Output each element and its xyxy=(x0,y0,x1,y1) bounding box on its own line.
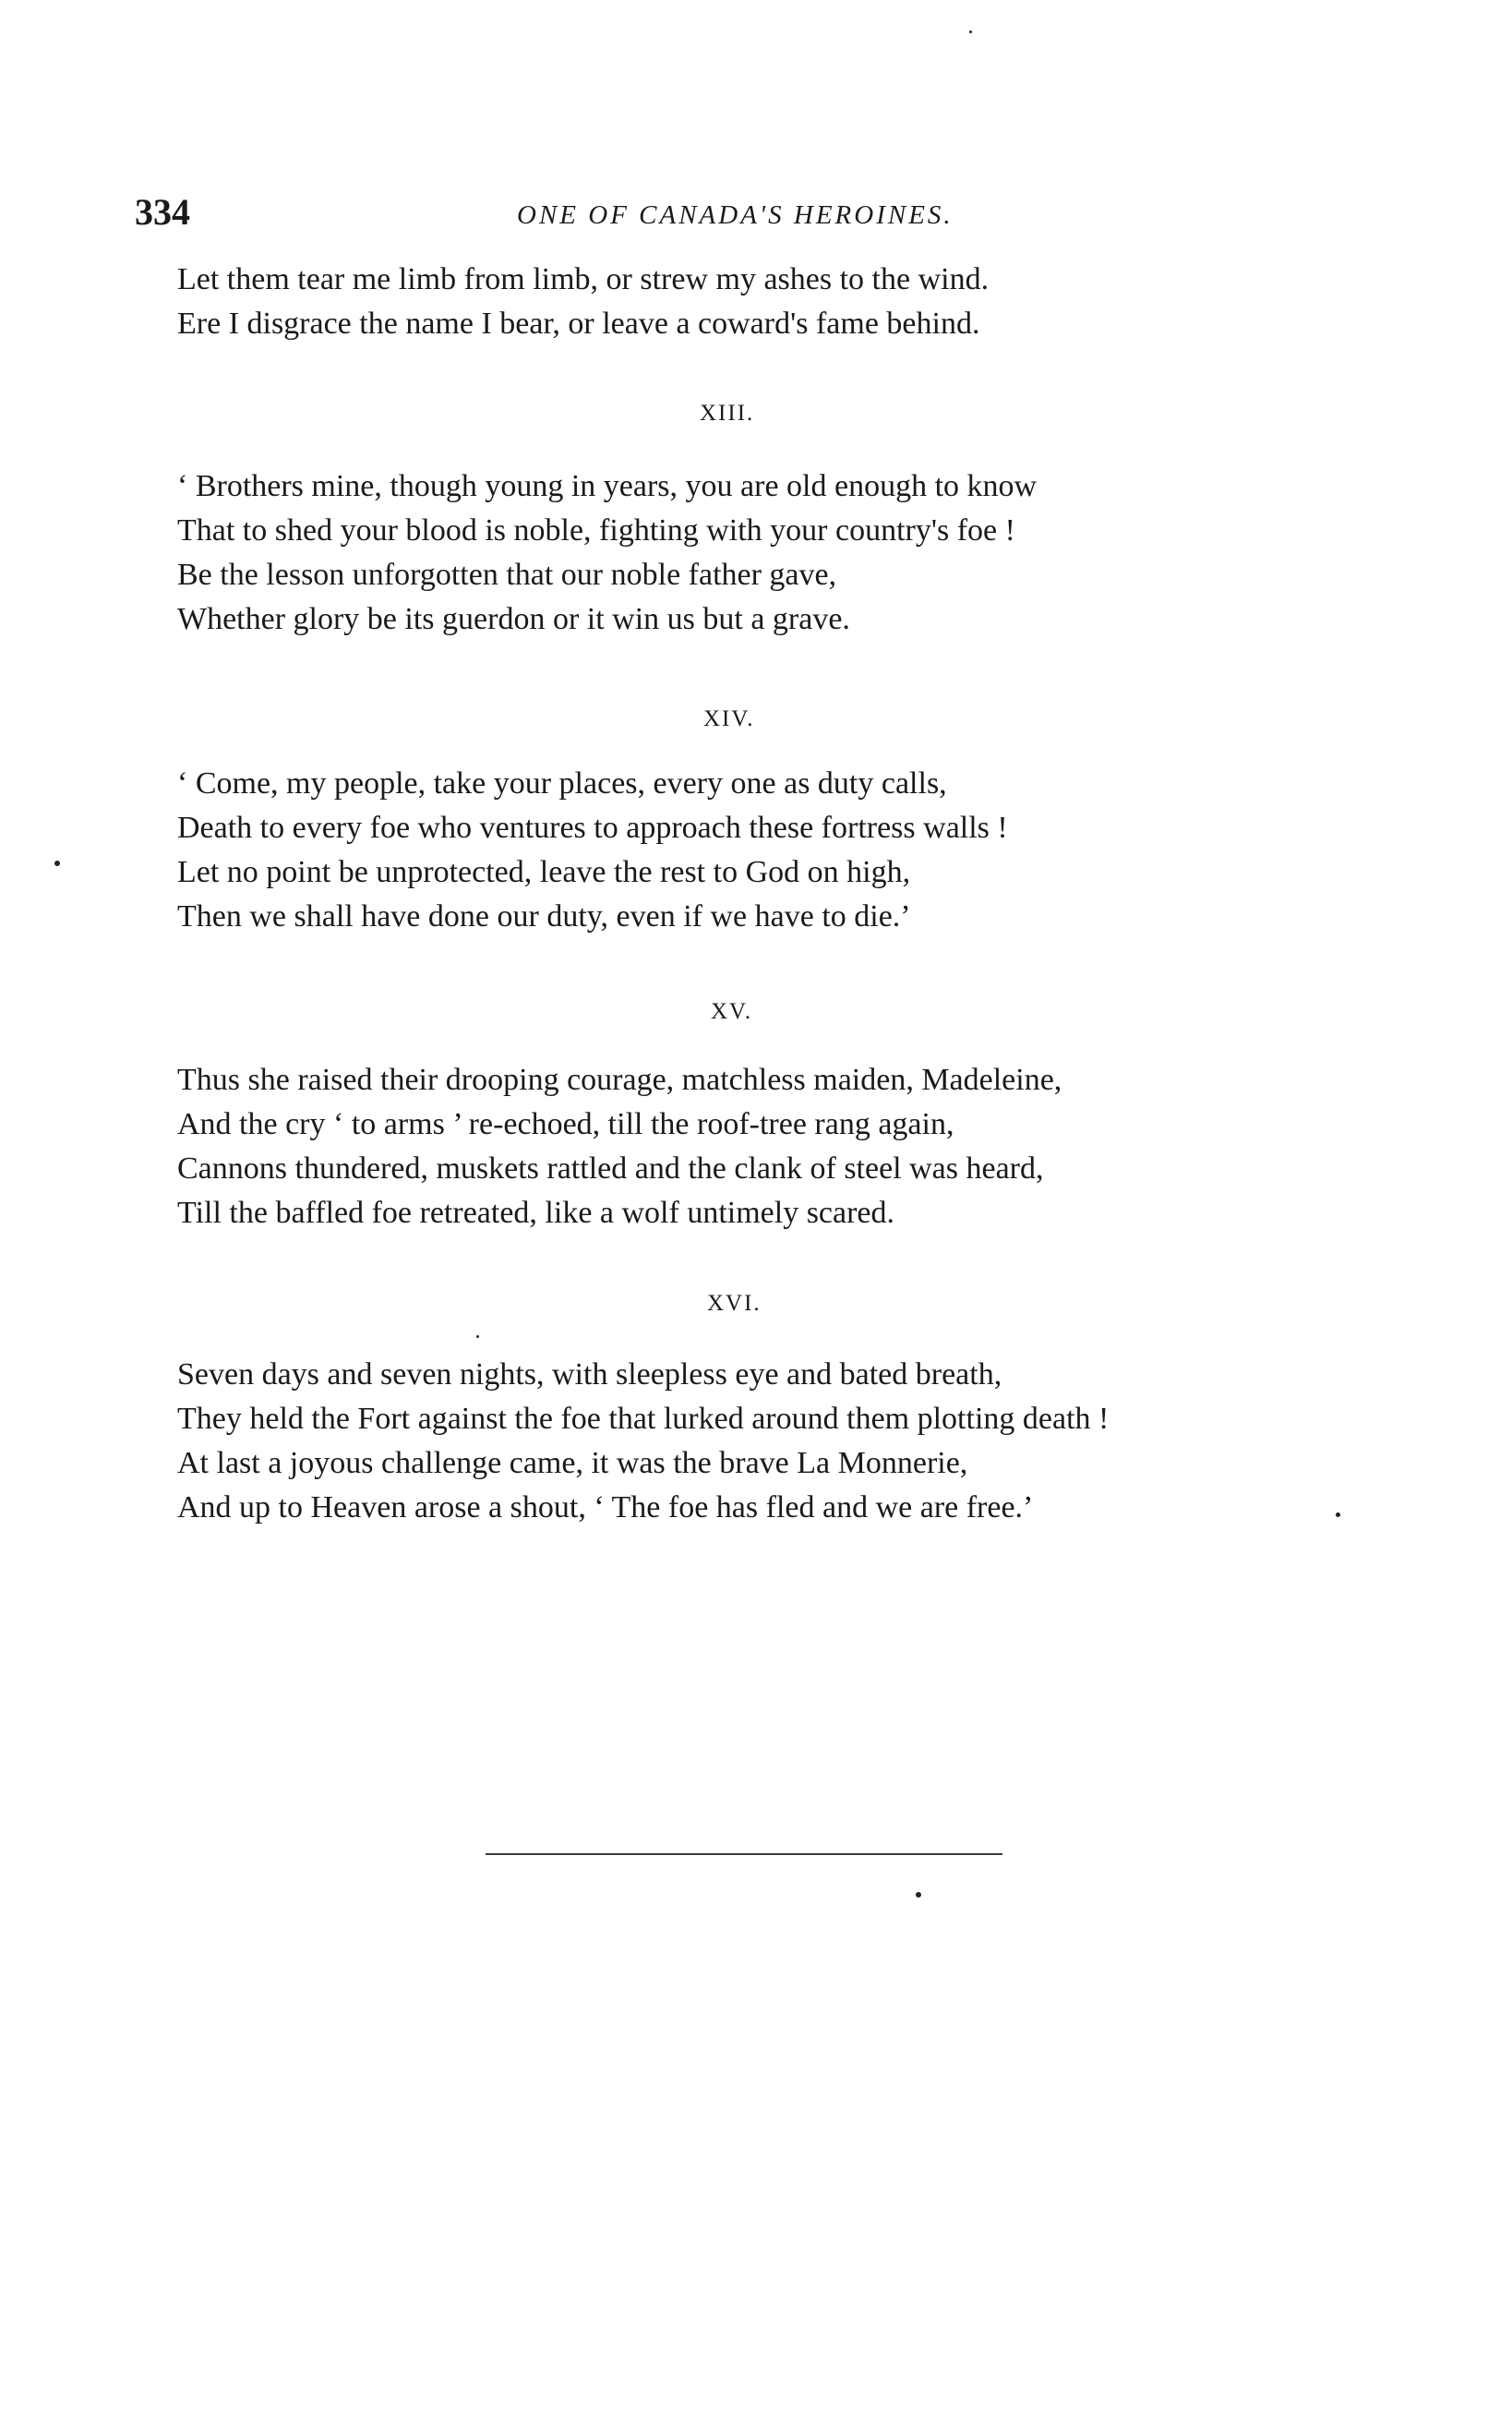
page-number: 334 xyxy=(135,191,190,233)
poem-line: And up to Heaven arose a shout, ‘ The foe has fled and we are free.’ xyxy=(177,1490,1034,1524)
stanza-number: XIII. xyxy=(700,401,755,426)
opening-lines xyxy=(177,258,1377,346)
running-head: ONE OF CANADA'S HEROINES. xyxy=(517,200,954,230)
poem-line: Be the lesson unforgotten that our noble father gave, xyxy=(177,558,837,592)
poem-line: Ere I disgrace the name I bear, or leave a coward's fame behind. xyxy=(177,307,980,341)
print-speck xyxy=(1336,1512,1340,1517)
print-speck xyxy=(969,30,972,33)
poem-line: And the cry ‘ to arms ’ re-echoed, till the roof-tree rang again, xyxy=(177,1107,954,1141)
poem-line: Then we shall have done our duty, even if we have to die.’ xyxy=(177,899,911,934)
stanza-xvi xyxy=(177,1353,1377,1530)
poem-line: Let no point be unprotected, leave the rest to God on high, xyxy=(177,855,911,889)
stanza-number: XVI. xyxy=(707,1291,762,1316)
poem-line: Till the baffled foe retreated, like a wolf untimely scared. xyxy=(177,1196,895,1230)
stanza-number: XV. xyxy=(711,999,753,1024)
print-speck xyxy=(54,861,60,866)
print-speck xyxy=(916,1892,921,1898)
poem-line: Death to every foe who ventures to approach these fortress walls ! xyxy=(177,811,1008,845)
stanza-number: XIV. xyxy=(703,706,755,731)
stanza-xv xyxy=(177,1058,1377,1235)
poem-line: That to shed your blood is noble, fighting with your country's foe ! xyxy=(177,513,1015,548)
closing-rule xyxy=(486,1853,1002,1855)
poem-line: Whether glory be its guerdon or it win us but a grave. xyxy=(177,602,850,636)
stanza-xiv xyxy=(177,762,1377,939)
poem-line: They held the Fort against the foe that lurked around them plotting death ! xyxy=(177,1402,1110,1436)
poem-line: Let them tear me limb from limb, or strew my ashes to the wind. xyxy=(177,262,990,296)
poem-line: At last a joyous challenge came, it was the brave La Monnerie, xyxy=(177,1446,968,1480)
poem-line: Seven days and seven nights, with sleepless eye and bated breath, xyxy=(177,1357,1002,1392)
print-speck xyxy=(476,1335,479,1338)
poem-line: Cannons thundered, muskets rattled and the clank of steel was heard, xyxy=(177,1151,1044,1186)
stanza-xiii xyxy=(177,464,1377,642)
poem-line: ‘ Come, my people, take your places, every one as duty calls, xyxy=(177,766,947,801)
poem-line: ‘ Brothers mine, though young in years, you are old enough to know xyxy=(177,469,1038,503)
poem-line: Thus she raised their drooping courage, matchless maiden, Madeleine, xyxy=(177,1063,1062,1097)
